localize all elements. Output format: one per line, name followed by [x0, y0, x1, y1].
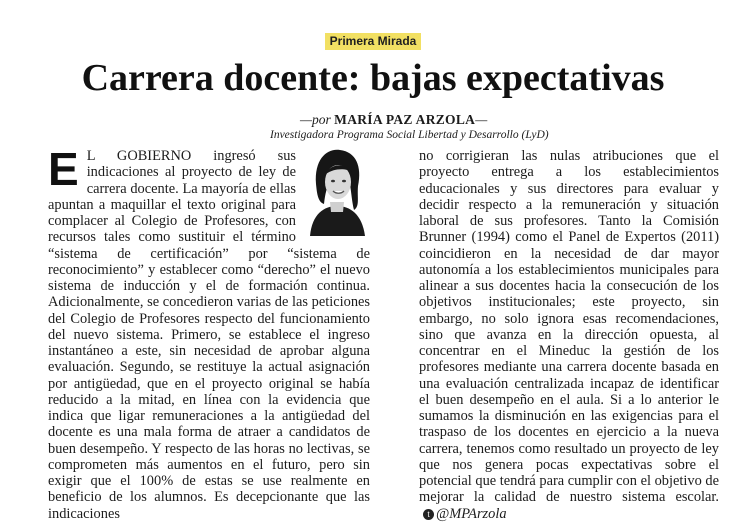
article-paragraph-left: L GOBIERNO ingresó sus indicaciones al proyecto de ley de carrera docente. La mayoría de ellas apuntan a maquillar el texto original para complacer al Colegio de Profesores, con recursos tales como sustituir el término “sistema de certificación” por “sistema de reconocimiento” y establecer como “derecho” el nuevo sistema de inducción y el de formación continua. Adicionalmente, se concedieron varias de las peticiones del Colegio de Profesores respecto del funcionamiento del nuevo sistema. Primero, se establece el ingreso instantáneo a este, sin necesidad de aprobar alguna evaluación. Segundo, se restituye la actual asignación por antigüedad, que en el proyecto original se había reducido a la mitad, en línea con la evidencia que indica que ligar remuneraciones a la antigüedad del docente es una mala forma de atraer a candidatos de buen desempeño. Y respecto de las horas no lectivas, se comprometen más aumentos en el futuro, pero sin exigir que el 100% de estas se use realmente en beneficio de los alumnos. Es decepcionante que las indicaciones	[48, 148, 370, 522]
author-name: MARÍA PAZ ARZOLA	[334, 112, 476, 127]
byline-dash-close: —	[475, 112, 488, 127]
twitter-icon: t	[423, 509, 434, 520]
section-label-text: Primera Mirada	[325, 33, 422, 50]
author-portrait-icon	[302, 144, 372, 236]
article-column-left	[48, 143, 370, 522]
byline	[300, 112, 710, 128]
article-paragraph-right	[419, 148, 719, 522]
byline-dash-open: —	[300, 112, 313, 127]
author-affiliation: Investigadora Programa Social Libertad y Desarrollo (LyD)	[270, 129, 549, 141]
headline: Carrera docente: bajas expectativas	[81, 57, 665, 99]
article-text-right: no corrigieran las nulas atribuciones que el proyecto entrega a los establecimientos educacionales y sus directores para evaluar y decidir respecto a la remuneración y situación laboral de sus profesores. Tanto la Comisión Brunner (1994) como el Panel de Expertos (2011) coincidieron en la necesidad de dar mayor autonomía a los establecimientos municipales para alinear a sus docentes hacia la consecución de los objetivos institucionales; este proyecto, sin embargo, no solo ignora esas recomendaciones, sino que avanza en la dirección opuesta, al concentrar en el Mineduc la gestión de los profesores mediante una carrera docente basada en una evaluación centralizada incapaz de identificar el buen desempeño en el aula. Si a lo anterior le sumamos la disminución en las exigencias para el traspaso de los docentes en ejercicio a la nueva carrera, tenemos como resultado un proyecto de ley que nos genera pocas expectativas sobre el potencial que tendrá para cumplir con el objetivo de mejorar la calidad de nuestro sistema escolar.	[419, 148, 719, 506]
byline-por: por	[312, 112, 331, 127]
author-photo	[302, 144, 372, 236]
twitter-handle[interactable]: @MPArzola	[436, 505, 507, 522]
article-column-right	[419, 148, 719, 522]
twitter-credit	[419, 506, 507, 522]
drop-cap: E	[48, 143, 79, 195]
section-label	[0, 30, 746, 50]
